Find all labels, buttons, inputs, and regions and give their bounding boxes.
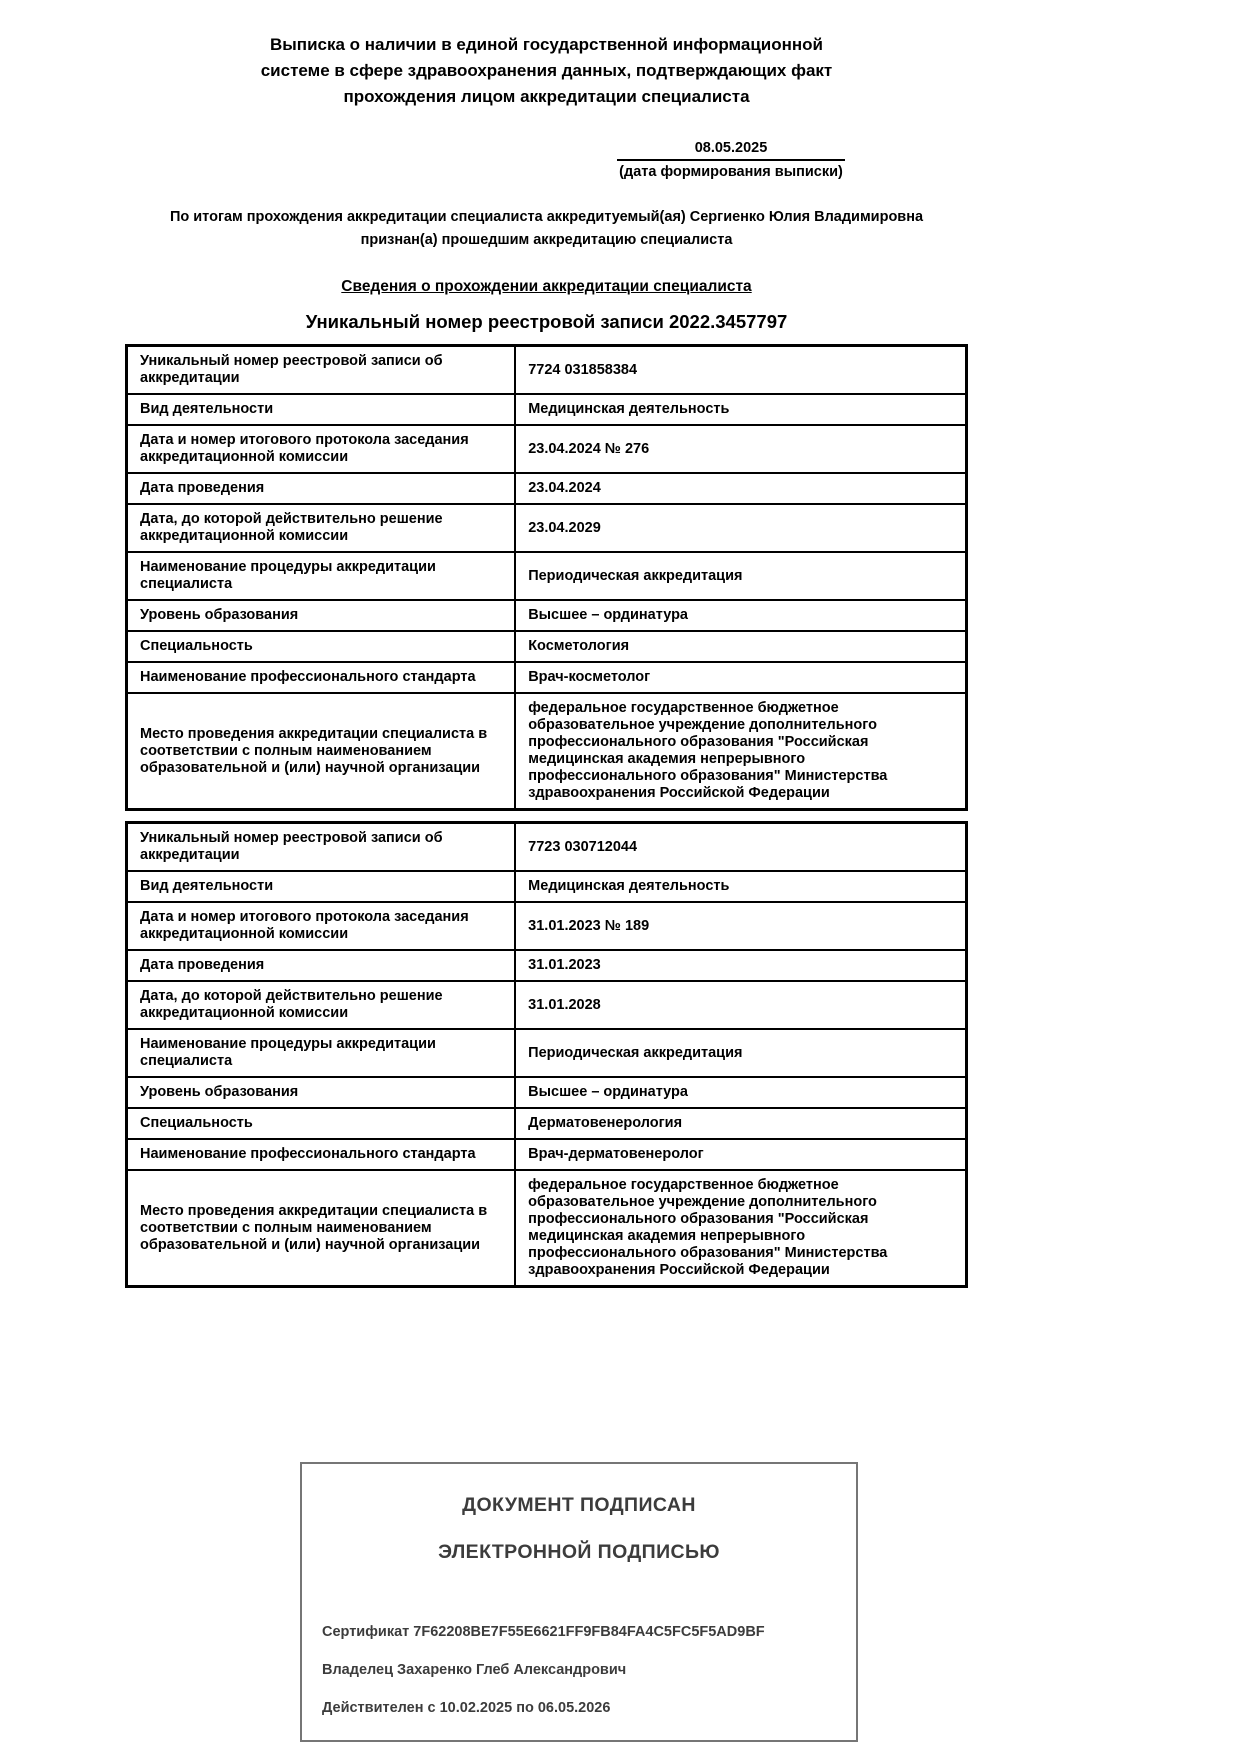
table-row [127, 662, 967, 693]
row-value: федеральное государственное бюджетное образовательное учреждение дополнительного профессионального образования "Российская медицинская академия непрерывного профессионального образования" Министерства здравоохранения Российской Федерации [515, 1170, 966, 1287]
formation-date-block [617, 140, 845, 180]
row-label: Уникальный номер реестровой записи об аккредитации [127, 823, 516, 872]
formation-date: 08.05.2025 [617, 140, 845, 161]
row-label: Наименование процедуры аккредитации специалиста [127, 552, 516, 600]
row-label: Дата и номер итогового протокола заседания аккредитационной комиссии [127, 425, 516, 473]
row-label: Уровень образования [127, 1077, 516, 1108]
page-title [125, 32, 968, 110]
row-value: Врач-косметолог [515, 662, 966, 693]
signature-title-line: ЭЛЕКТРОННОЙ ПОДПИСЬЮ [438, 1541, 720, 1563]
table-row [127, 1029, 967, 1077]
owner-line: Владелец Захаренко Глеб Александрович [322, 1662, 627, 1678]
page-title-line: системе в сфере здравоохранения данных, подтверждающих факт [260, 61, 833, 80]
page-title-line: Выписка о наличии в единой государственной информационной [270, 35, 823, 54]
row-label: Специальность [127, 631, 516, 662]
row-label: Специальность [127, 1108, 516, 1139]
formation-date-caption: (дата формирования выписки) [619, 164, 843, 180]
row-label: Место проведения аккредитации специалиста в соответствии с полным наименованием образовательной и (или) научной организации [127, 693, 516, 810]
row-label: Дата, до которой действительно решение аккредитационной комиссии [127, 981, 516, 1029]
row-label: Вид деятельности [127, 871, 516, 902]
row-label: Дата проведения [127, 950, 516, 981]
row-label: Вид деятельности [127, 394, 516, 425]
accreditation-table-1 [125, 344, 968, 811]
row-value: Периодическая аккредитация [515, 552, 966, 600]
table-row [127, 871, 967, 902]
section-heading: Сведения о прохождении аккредитации специалиста [341, 278, 752, 295]
row-value: 31.01.2023 № 189 [515, 902, 966, 950]
row-value: 7724 031858384 [515, 346, 966, 395]
page-title-line: прохождения лицом аккредитации специалиста [343, 87, 750, 106]
row-value: 23.04.2024 [515, 473, 966, 504]
table-row [127, 600, 967, 631]
row-value: Периодическая аккредитация [515, 1029, 966, 1077]
row-label: Дата проведения [127, 473, 516, 504]
validity-line: Действителен с 10.02.2025 по 06.05.2026 [322, 1700, 611, 1716]
table-row [127, 1139, 967, 1170]
row-value: федеральное государственное бюджетное образовательное учреждение дополнительного профессионального образования "Российская медицинская академия непрерывного профессионального образования" Министерства здравоохранения Российской Федерации [515, 693, 966, 810]
table-row [127, 902, 967, 950]
record-number-heading: Уникальный номер реестровой записи 2022.3457797 [305, 311, 788, 332]
row-value: Медицинская деятельность [515, 871, 966, 902]
intro-line: По итогам прохождения аккредитации специалиста аккредитуемый(ая) Сергиенко Юлия Владимировна [169, 209, 924, 225]
table-row [127, 473, 967, 504]
row-label: Дата и номер итогового протокола заседания аккредитационной комиссии [127, 902, 516, 950]
row-value: Косметология [515, 631, 966, 662]
row-value: Врач-дерматовенеролог [515, 1139, 966, 1170]
row-label: Дата, до которой действительно решение аккредитационной комиссии [127, 504, 516, 552]
table-row [127, 425, 967, 473]
intro-paragraph [125, 206, 968, 252]
row-label: Наименование процедуры аккредитации специалиста [127, 1029, 516, 1077]
row-label: Уровень образования [127, 600, 516, 631]
certificate-line: Сертификат 7F62208BE7F55E6621FF9FB84FA4C5FC5F5AD9BF [322, 1624, 765, 1640]
table-row [127, 394, 967, 425]
row-value: 31.01.2023 [515, 950, 966, 981]
row-value: 7723 030712044 [515, 823, 966, 872]
row-value: 31.01.2028 [515, 981, 966, 1029]
document-content [125, 0, 968, 1742]
signature-title-line: ДОКУМЕНТ ПОДПИСАН [462, 1494, 696, 1516]
row-value: Высшее – ординатура [515, 600, 966, 631]
signature-stamp [300, 1462, 858, 1742]
accreditation-table-2 [125, 821, 968, 1288]
table-row [127, 504, 967, 552]
table-row [127, 693, 967, 810]
table-row [127, 1170, 967, 1287]
table-row [127, 981, 967, 1029]
table-row [127, 823, 967, 872]
row-value: 23.04.2029 [515, 504, 966, 552]
row-value: Высшее – ординатура [515, 1077, 966, 1108]
row-value: 23.04.2024 № 276 [515, 425, 966, 473]
table-row [127, 950, 967, 981]
row-value: Медицинская деятельность [515, 394, 966, 425]
row-label: Уникальный номер реестровой записи об аккредитации [127, 346, 516, 395]
row-label: Наименование профессионального стандарта [127, 1139, 516, 1170]
table-row [127, 1108, 967, 1139]
table-row [127, 552, 967, 600]
table-row [127, 1077, 967, 1108]
table-row [127, 346, 967, 395]
intro-line: признан(а) прошедшим аккредитацию специалиста [360, 232, 733, 248]
table-row [127, 631, 967, 662]
row-label: Место проведения аккредитации специалиста в соответствии с полным наименованием образовательной и (или) научной организации [127, 1170, 516, 1287]
row-label: Наименование профессионального стандарта [127, 662, 516, 693]
row-value: Дерматовенерология [515, 1108, 966, 1139]
